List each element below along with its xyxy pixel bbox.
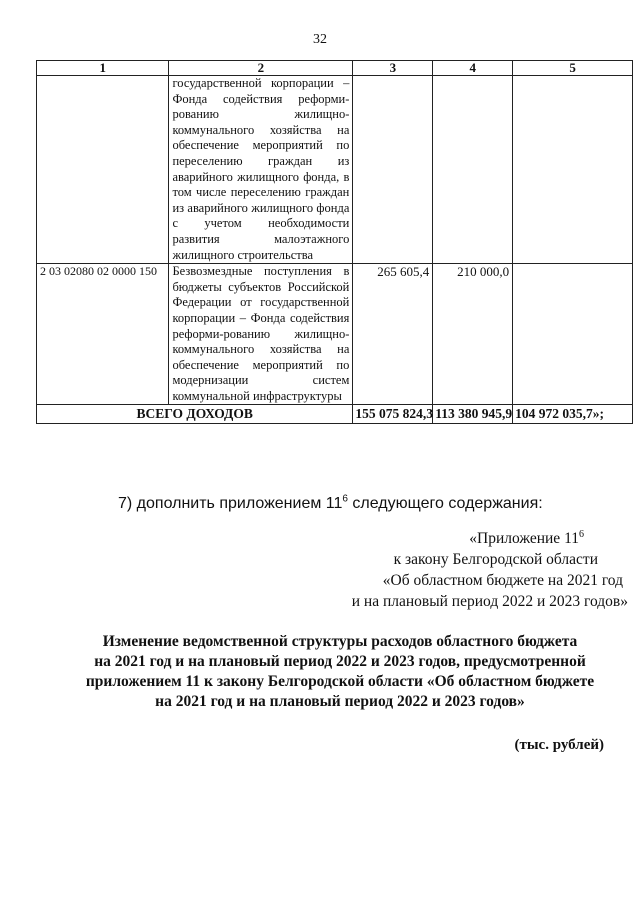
total-2023: 104 972 035,7»; bbox=[513, 405, 633, 424]
revenue-description: Безвозмездные поступления в бюджеты субъектов Российской Федерации от государственной корпорации – Фонда содействия реформи-рованию жилищно-коммунального хозяйства на обеспечение мероприятий по модернизации систем коммунальной инфраструктуры bbox=[169, 264, 353, 405]
amount-2021: 265 605,4 bbox=[353, 264, 433, 405]
page-number: 32 bbox=[313, 32, 327, 47]
heading-line: приложением 11 к закону Белгородской области «Об областном бюджете bbox=[85, 673, 595, 690]
total-label: ВСЕГО ДОХОДОВ bbox=[37, 405, 353, 424]
appendix-ref-line bbox=[352, 528, 628, 549]
amendment-suffix: следующего содержания: bbox=[347, 495, 543, 512]
heading-line: на 2021 год и на плановый период 2022 и 2023 годов, предусмотренной bbox=[94, 653, 586, 670]
column-header: 4 bbox=[433, 61, 513, 76]
amendment-clause bbox=[118, 495, 543, 513]
total-row bbox=[37, 405, 633, 424]
appendix-ref-line: «Об областном бюджете на 2021 год bbox=[382, 572, 623, 589]
column-header: 3 bbox=[353, 61, 433, 76]
amount-2022 bbox=[433, 76, 513, 264]
amount-2023 bbox=[513, 76, 633, 264]
amount-2023 bbox=[513, 264, 633, 405]
table-row bbox=[37, 264, 633, 405]
table-row bbox=[37, 76, 633, 264]
amendment-prefix: 7) дополнить приложением 11 bbox=[118, 495, 343, 512]
units-label: (тыс. рублей) bbox=[514, 737, 604, 753]
heading-line: Изменение ведомственной структуры расходов областного бюджета bbox=[102, 633, 578, 650]
appendix-title: «Приложение 11 bbox=[469, 530, 579, 547]
revenue-table bbox=[36, 60, 633, 424]
appendix-ref-line: и на плановый период 2022 и 2023 годов» bbox=[351, 593, 628, 610]
section-heading bbox=[60, 632, 620, 712]
revenue-code bbox=[37, 76, 169, 264]
appendix-superscript: 6 bbox=[579, 528, 584, 540]
table-header-row bbox=[37, 61, 633, 76]
appendix-reference bbox=[352, 528, 628, 612]
amount-2022: 210 000,0 bbox=[433, 264, 513, 405]
amendment-superscript: 6 bbox=[342, 493, 348, 505]
heading-line: на 2021 год и на плановый период 2022 и 2023 годов» bbox=[155, 693, 525, 710]
column-header: 1 bbox=[37, 61, 169, 76]
column-header: 2 bbox=[169, 61, 353, 76]
appendix-ref-line: к закону Белгородской области bbox=[393, 551, 598, 568]
total-2022: 113 380 945,9 bbox=[433, 405, 513, 424]
amount-2021 bbox=[353, 76, 433, 264]
revenue-code: 2 03 02080 02 0000 150 bbox=[37, 264, 169, 405]
revenue-description: государственной корпорации – Фонда содействия реформи-рованию жилищно-коммунального хозяйства на обеспечение мероприятий по переселению граждан из аварийного жилищного фонда, в том числе переселению граждан из аварийного жилищного фонда с учетом необходимости развития малоэтажного жилищного строительства bbox=[169, 76, 353, 264]
total-2021: 155 075 824,3 bbox=[353, 405, 433, 424]
column-header: 5 bbox=[513, 61, 633, 76]
